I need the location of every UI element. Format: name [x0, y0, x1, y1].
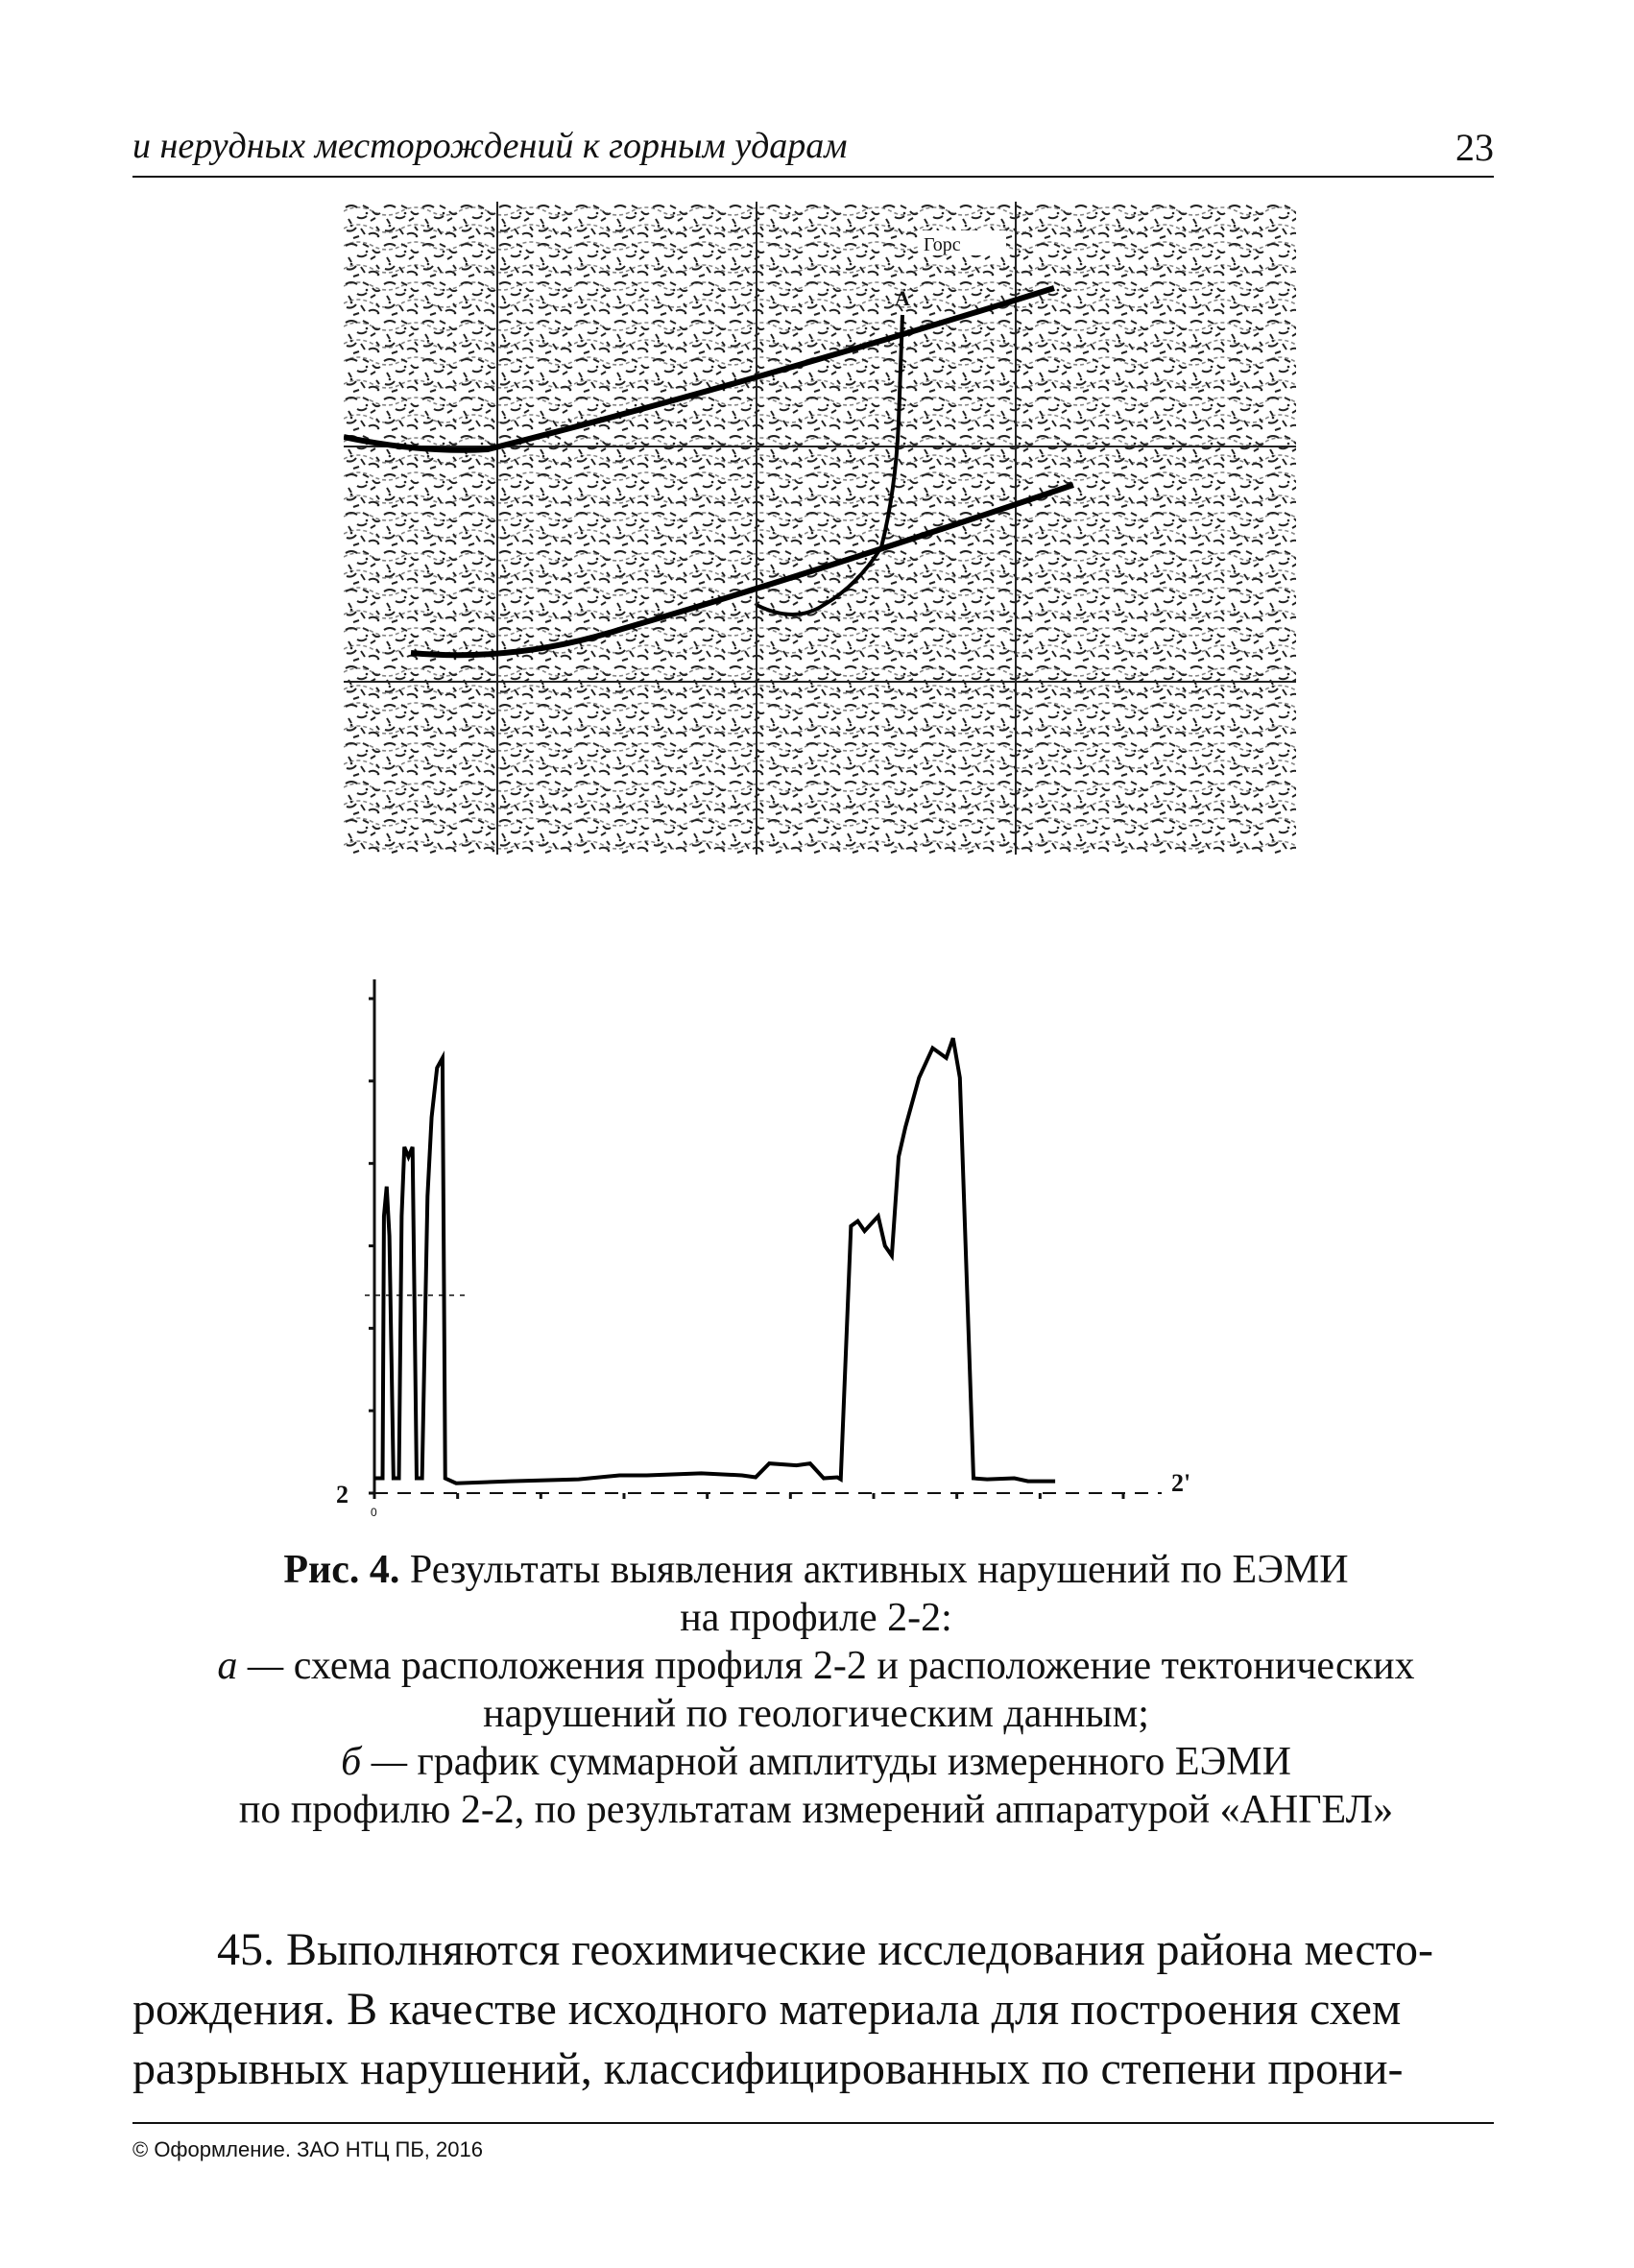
caption-text: Результаты выявления активных нарушений по ЕЭМИ — [409, 1548, 1349, 1592]
copyright-footer: © Оформление. ЗАО НТЦ ПБ, 2016 — [132, 2137, 483, 2161]
map-point-label: А — [895, 286, 910, 310]
caption-text: график суммарной амплитуды измеренного ЕЭМИ — [417, 1740, 1291, 1784]
map-contours — [344, 202, 1296, 855]
figure-caption — [144, 1546, 1488, 1834]
running-header — [132, 125, 1494, 182]
chart-ticks — [369, 999, 1123, 1519]
footer-rule — [132, 2122, 1494, 2124]
profile-location-map — [344, 202, 1296, 855]
caption-line: на профиле 2-2: — [680, 1596, 952, 1640]
caption-line — [144, 1642, 1488, 1690]
body-paragraph — [132, 1920, 1494, 2099]
running-title: и нерудных месторождений к горным ударам — [132, 126, 848, 166]
chart-series — [374, 1038, 1055, 1484]
caption-label: Рис. 4. — [283, 1548, 400, 1592]
caption-text: схема расположения профиля 2-2 и расположение тектонических — [293, 1644, 1415, 1688]
paragraph-line: разрывных нарушений, классифицированных по степени прони- — [132, 2043, 1404, 2094]
caption-line — [144, 1738, 1488, 1786]
caption-item-lead: б — — [341, 1740, 408, 1784]
header-rule — [132, 176, 1494, 178]
profile-start-label: 2 — [336, 1481, 348, 1508]
amplitude-series-line — [374, 1038, 1055, 1484]
page-number: 23 — [1455, 126, 1494, 169]
profile-end-label: 2' — [1171, 1469, 1191, 1497]
paragraph-line: 45. Выполняются геохимические исследования района место- — [217, 1924, 1434, 1975]
caption-line: по профилю 2-2, по результатам измерений аппаратурой «АНГЕЛ» — [238, 1788, 1394, 1832]
paragraph-line: рождения. В качестве исходного материала для построения схем — [132, 1984, 1402, 2035]
chart-axes — [365, 979, 1162, 1493]
map-label-text: Горс — [924, 234, 961, 255]
x-tick-label: 0 — [371, 1506, 377, 1519]
caption-line — [144, 1546, 1488, 1594]
eemi-amplitude-chart — [326, 960, 1210, 1546]
caption-line: нарушений по геологическим данным; — [483, 1692, 1149, 1736]
caption-item-lead: а — — [217, 1644, 284, 1688]
